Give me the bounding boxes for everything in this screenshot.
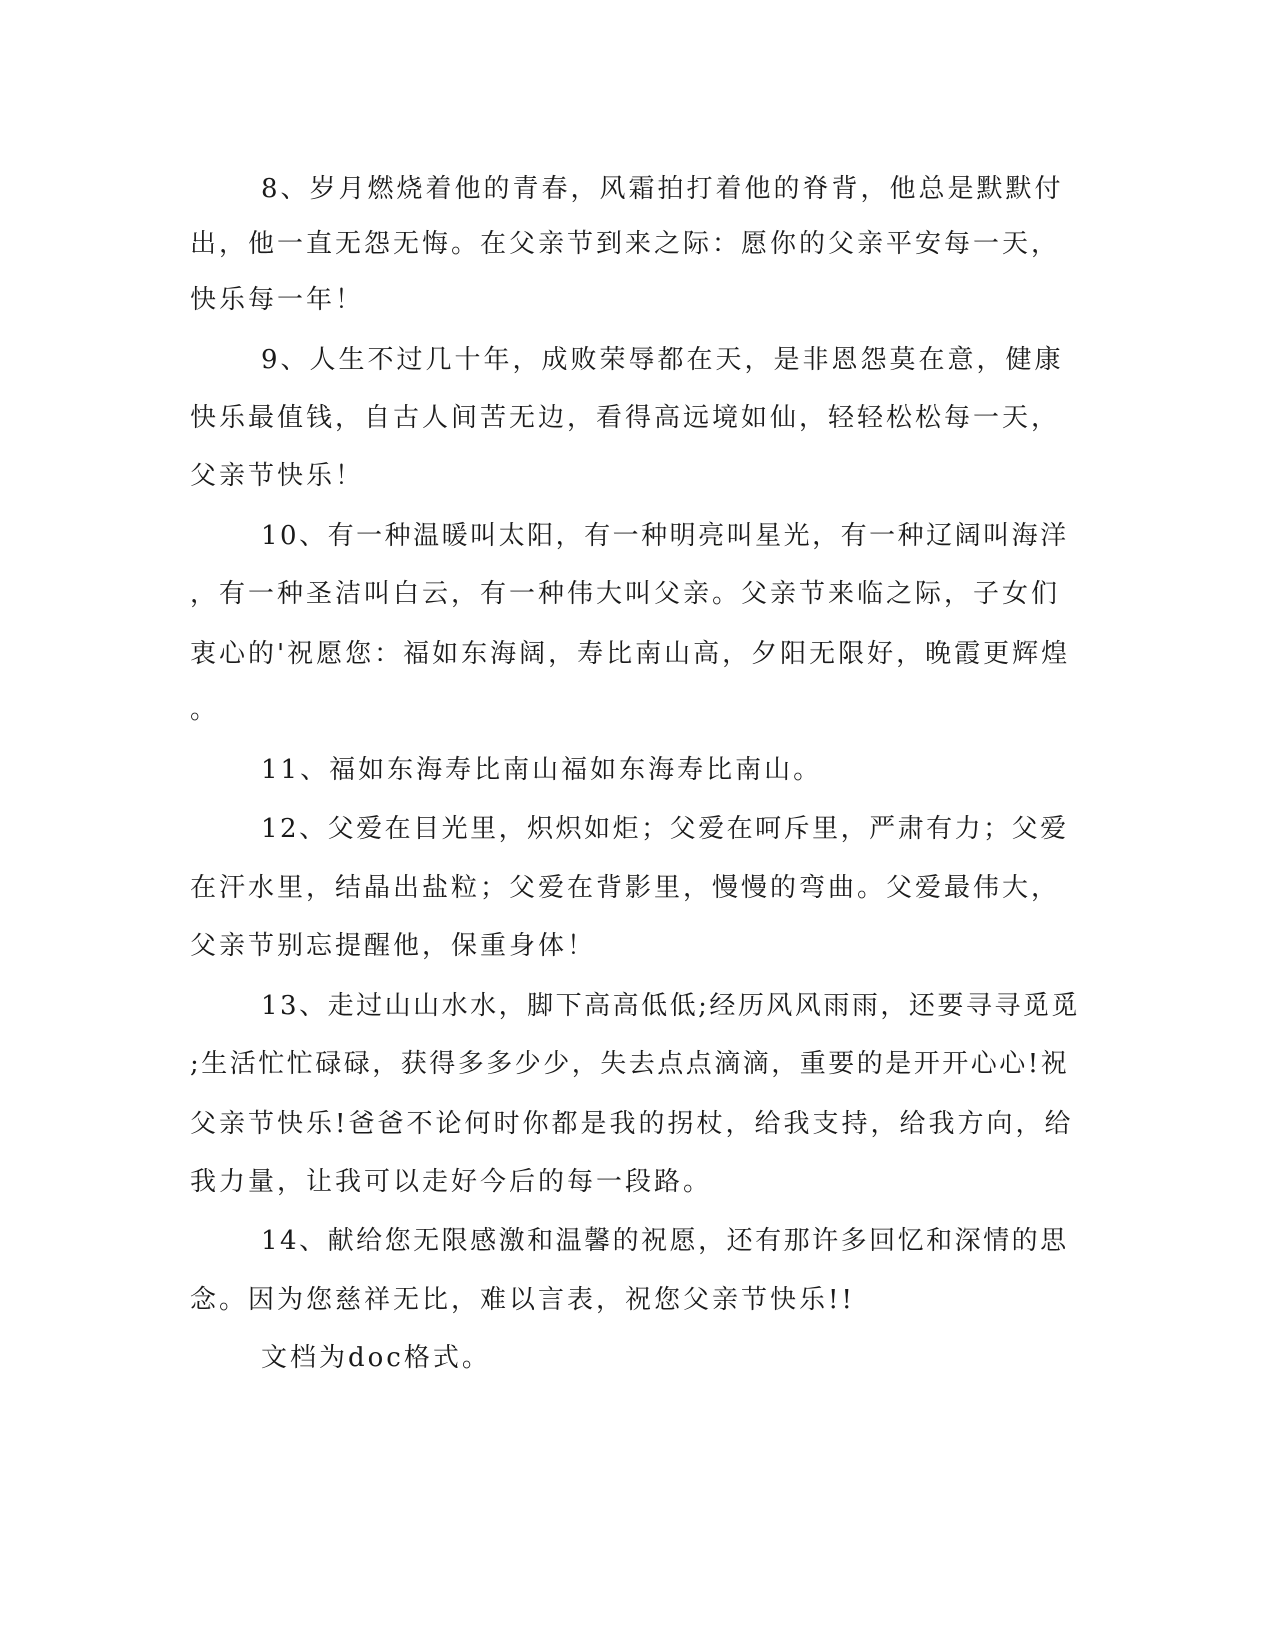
item-13-line-4: 我力量，让我可以走好今后的每一段路。 bbox=[190, 1167, 713, 1197]
item-11-line-1: 11、福如东海寿比南山福如东海寿比南山。 bbox=[261, 755, 823, 785]
item-13-line-1: 13、走过山山水水，脚下高高低低;经历风风雨雨，还要寻寻觅觅 bbox=[261, 991, 1080, 1021]
item-10-line-2: ，有一种圣洁叫白云，有一种伟大叫父亲。父亲节来临之际，子女们 bbox=[190, 579, 1061, 609]
item-13-line-3: 父亲节快乐!爸爸不论何时你都是我的拐杖，给我支持，给我方向，给 bbox=[190, 1109, 1074, 1139]
item-10-line-4: 。 bbox=[190, 695, 220, 725]
item-8-line-2: 出，他一直无怨无悔。在父亲节到来之际：愿你的父亲平安每一天， bbox=[190, 229, 1061, 259]
item-9-line-2: 快乐最值钱，自古人间苦无边，看得高远境如仙，轻轻松松每一天， bbox=[190, 403, 1061, 433]
format-note: 文档为doc格式。 bbox=[261, 1343, 491, 1373]
item-8-line-1: 8、岁月燃烧着他的青春，风霜拍打着他的脊背，他总是默默付 bbox=[261, 174, 1064, 204]
item-10-line-3: 衷心的'祝愿您：福如东海阔，寿比南山高，夕阳无限好，晚霞更辉煌 bbox=[190, 639, 1071, 669]
item-12-line-2: 在汗水里，结晶出盐粒；父爱在背影里，慢慢的弯曲。父爱最伟大， bbox=[190, 873, 1061, 903]
item-13-line-2: ;生活忙忙碌碌，获得多多少少，失去点点滴滴，重要的是开开心心!祝 bbox=[190, 1049, 1070, 1079]
item-8-line-3: 快乐每一年！ bbox=[190, 285, 365, 315]
item-12-line-1: 12、父爱在目光里，炽炽如炬；父爱在呵斥里，严肃有力；父爱 bbox=[261, 814, 1069, 844]
item-14-line-2: 念。因为您慈祥无比，难以言表，祝您父亲节快乐!! bbox=[190, 1285, 855, 1315]
item-12-line-3: 父亲节别忘提醒他，保重身体！ bbox=[190, 931, 597, 961]
item-10-line-1: 10、有一种温暖叫太阳，有一种明亮叫星光，有一种辽阔叫海洋 bbox=[261, 521, 1069, 551]
item-9-line-1: 9、人生不过几十年，成败荣辱都在天，是非恩怨莫在意，健康 bbox=[261, 345, 1064, 375]
item-9-line-3: 父亲节快乐！ bbox=[190, 461, 365, 491]
item-14-line-1: 14、献给您无限感激和温馨的祝愿，还有那许多回忆和深情的思 bbox=[261, 1226, 1069, 1256]
